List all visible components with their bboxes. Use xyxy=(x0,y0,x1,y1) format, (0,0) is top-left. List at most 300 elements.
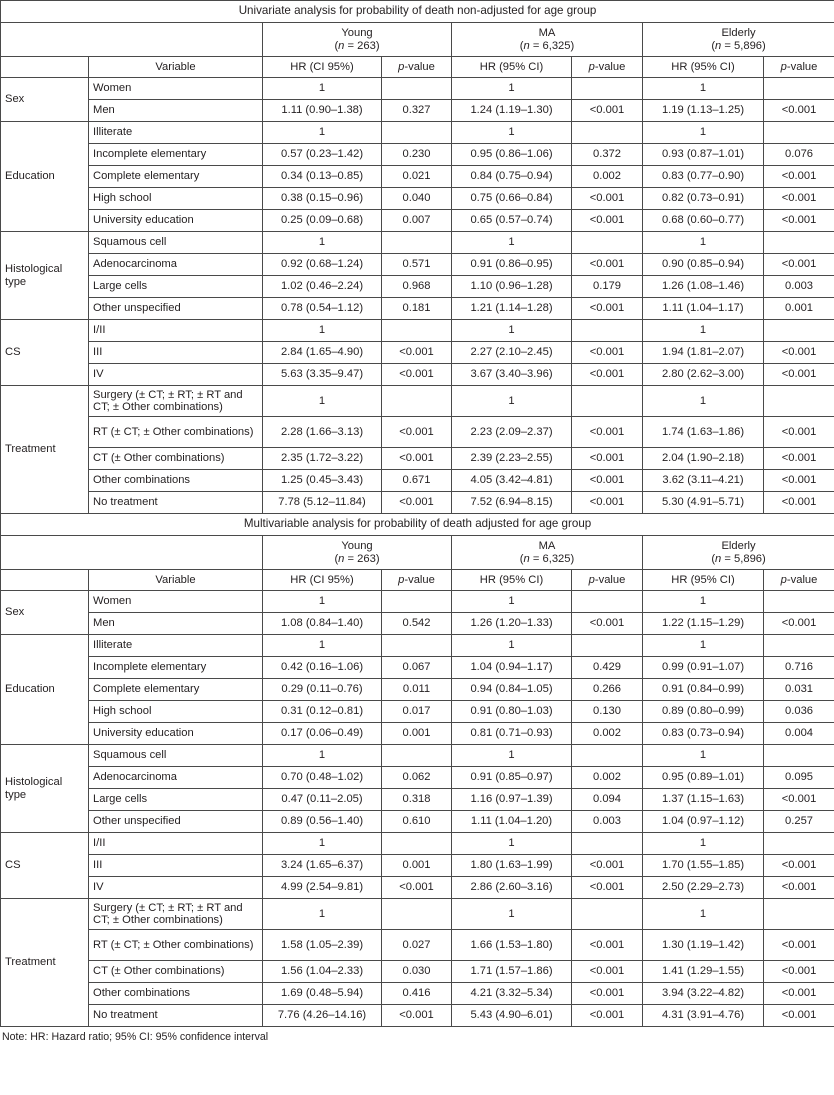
group-sample-size: (n = 263) xyxy=(334,552,380,565)
hr-cell: 1.04 (0.94–1.17) xyxy=(452,657,572,679)
hr-cell: 1.16 (0.97–1.39) xyxy=(452,789,572,811)
column-header-hr: HR (CI 95%) xyxy=(263,570,382,591)
p-value-cell: 0.968 xyxy=(382,276,452,298)
column-header-p-value: p-value xyxy=(572,570,643,591)
hr-cell: 0.91 (0.84–0.99) xyxy=(643,679,764,701)
p-value-cell: <0.001 xyxy=(572,342,643,364)
table-row xyxy=(1,210,834,232)
hr-cell: 1 xyxy=(452,833,572,855)
p-value-cell: 0.095 xyxy=(764,767,834,789)
p-value-cell xyxy=(764,386,834,417)
hr-cell: 7.78 (5.12–11.84) xyxy=(263,492,382,514)
p-value-cell: <0.001 xyxy=(764,100,834,122)
hr-cell: 1.08 (0.84–1.40) xyxy=(263,613,382,635)
p-value-cell xyxy=(572,386,643,417)
hr-cell: 1.02 (0.46–2.24) xyxy=(263,276,382,298)
p-value-cell: 0.001 xyxy=(382,855,452,877)
hr-cell: 0.34 (0.13–0.85) xyxy=(263,166,382,188)
p-value-cell: <0.001 xyxy=(764,613,834,635)
column-header-p-value: p-value xyxy=(764,57,834,78)
hr-cell: 0.90 (0.85–0.94) xyxy=(643,254,764,276)
hr-cell: 3.62 (3.11–4.21) xyxy=(643,470,764,492)
hr-cell: 0.65 (0.57–0.74) xyxy=(452,210,572,232)
column-header-hr: HR (CI 95%) xyxy=(263,57,382,78)
table-row xyxy=(1,767,834,789)
hr-cell: 0.83 (0.77–0.90) xyxy=(643,166,764,188)
p-value-cell: <0.001 xyxy=(572,188,643,210)
hr-cell: 2.84 (1.65–4.90) xyxy=(263,342,382,364)
category-label: Sex xyxy=(1,78,89,122)
group-header-row xyxy=(1,536,834,570)
variable-label: Men xyxy=(89,613,263,635)
variable-label: IV xyxy=(89,877,263,899)
hr-cell: 1 xyxy=(452,232,572,254)
variable-label: IV xyxy=(89,364,263,386)
table-row xyxy=(1,276,834,298)
variable-label: Illiterate xyxy=(89,635,263,657)
column-header-variable: Variable xyxy=(89,57,263,78)
hr-cell: 0.99 (0.91–1.07) xyxy=(643,657,764,679)
table-row xyxy=(1,745,834,767)
variable-label: III xyxy=(89,855,263,877)
p-value-cell xyxy=(572,232,643,254)
hr-cell: 1 xyxy=(643,833,764,855)
p-value-cell xyxy=(764,591,834,613)
p-value-cell: 0.416 xyxy=(382,983,452,1005)
hr-cell: 1 xyxy=(263,745,382,767)
table-row xyxy=(1,855,834,877)
group-name: Elderly xyxy=(721,27,756,39)
p-value-cell: <0.001 xyxy=(382,448,452,470)
p-value-cell xyxy=(764,78,834,100)
p-value-cell: 0.001 xyxy=(764,298,834,320)
hr-cell: 1.69 (0.48–5.94) xyxy=(263,983,382,1005)
variable-label: Complete elementary xyxy=(89,679,263,701)
hr-cell: 0.94 (0.84–1.05) xyxy=(452,679,572,701)
p-value-cell: <0.001 xyxy=(764,417,834,448)
hr-cell: 1.30 (1.19–1.42) xyxy=(643,930,764,961)
category-label: Education xyxy=(1,635,89,745)
p-value-cell: <0.001 xyxy=(572,930,643,961)
hr-cell: 1 xyxy=(643,232,764,254)
group-n-value: 6,325 xyxy=(542,39,571,52)
hr-cell: 1.26 (1.20–1.33) xyxy=(452,613,572,635)
hr-cell: 1 xyxy=(452,591,572,613)
column-header-p-value: p-value xyxy=(764,570,834,591)
group-name: MA xyxy=(538,27,556,39)
hr-cell: 1.71 (1.57–1.86) xyxy=(452,961,572,983)
hr-cell: 1 xyxy=(643,899,764,930)
p-value-cell xyxy=(572,635,643,657)
p-value-cell: <0.001 xyxy=(572,448,643,470)
p-value-cell: <0.001 xyxy=(764,855,834,877)
variable-label: Large cells xyxy=(89,276,263,298)
hr-cell: 3.24 (1.65–6.37) xyxy=(263,855,382,877)
table-row xyxy=(1,448,834,470)
hr-cell: 0.31 (0.12–0.81) xyxy=(263,701,382,723)
variable-label: University education xyxy=(89,210,263,232)
table-row xyxy=(1,492,834,514)
table-row xyxy=(1,470,834,492)
table-row xyxy=(1,961,834,983)
group-header-blank xyxy=(1,536,263,570)
p-value-cell: 0.372 xyxy=(572,144,643,166)
hr-cell: 2.27 (2.10–2.45) xyxy=(452,342,572,364)
group-name: MA xyxy=(538,540,556,552)
p-value-cell: <0.001 xyxy=(572,470,643,492)
p-value-cell xyxy=(572,320,643,342)
hr-cell: 1.25 (0.45–3.43) xyxy=(263,470,382,492)
table-row xyxy=(1,899,834,930)
hr-cell: 1.66 (1.53–1.80) xyxy=(452,930,572,961)
hr-cell: 1 xyxy=(263,386,382,417)
hr-cell: 1 xyxy=(643,320,764,342)
hr-cell: 0.81 (0.71–0.93) xyxy=(452,723,572,745)
hr-cell: 0.89 (0.56–1.40) xyxy=(263,811,382,833)
p-value-cell xyxy=(382,386,452,417)
hr-cell: 0.93 (0.87–1.01) xyxy=(643,144,764,166)
p-value-cell: <0.001 xyxy=(764,983,834,1005)
p-value-cell: <0.001 xyxy=(764,188,834,210)
hr-cell: 2.35 (1.72–3.22) xyxy=(263,448,382,470)
column-header-hr: HR (95% CI) xyxy=(643,57,764,78)
variable-label: Women xyxy=(89,591,263,613)
p-value-cell: <0.001 xyxy=(764,342,834,364)
variable-label: III xyxy=(89,342,263,364)
p-value-cell xyxy=(382,591,452,613)
table-row xyxy=(1,877,834,899)
p-value-cell xyxy=(572,833,643,855)
p-value-cell: <0.001 xyxy=(764,877,834,899)
table-row xyxy=(1,701,834,723)
p-value-cell: <0.001 xyxy=(572,210,643,232)
p-value-cell: 0.610 xyxy=(382,811,452,833)
hr-cell: 1 xyxy=(263,78,382,100)
p-value-cell xyxy=(382,122,452,144)
hr-cell: 1 xyxy=(263,232,382,254)
p-value-cell xyxy=(572,122,643,144)
hr-cell: 1.19 (1.13–1.25) xyxy=(643,100,764,122)
hr-cell: 1 xyxy=(263,635,382,657)
table-row xyxy=(1,122,834,144)
column-header-hr: HR (95% CI) xyxy=(452,57,572,78)
group-n-value: 6,325 xyxy=(542,552,571,565)
p-value-cell: <0.001 xyxy=(764,470,834,492)
hr-cell: 1 xyxy=(643,122,764,144)
hr-cell: 0.91 (0.85–0.97) xyxy=(452,767,572,789)
p-value-cell xyxy=(382,899,452,930)
hr-cell: 2.50 (2.29–2.73) xyxy=(643,877,764,899)
variable-label: RT (± CT; ± Other combinations) xyxy=(89,417,263,448)
variable-label: Surgery (± CT; ± RT; ± RT and CT; ± Other combinations) xyxy=(89,899,263,930)
p-value-cell: 0.004 xyxy=(764,723,834,745)
hr-cell: 1.04 (0.97–1.12) xyxy=(643,811,764,833)
category-label: CS xyxy=(1,833,89,899)
variable-label: Complete elementary xyxy=(89,166,263,188)
table-row xyxy=(1,342,834,364)
hr-cell: 1.41 (1.29–1.55) xyxy=(643,961,764,983)
table-row xyxy=(1,1005,834,1027)
hr-cell: 1.37 (1.15–1.63) xyxy=(643,789,764,811)
p-value-cell: 0.429 xyxy=(572,657,643,679)
hr-cell: 1 xyxy=(643,386,764,417)
variable-label: Large cells xyxy=(89,789,263,811)
category-label: Histological type xyxy=(1,232,89,320)
hr-cell: 1 xyxy=(452,78,572,100)
group-name: Young xyxy=(341,27,373,39)
hr-cell: 1 xyxy=(643,745,764,767)
group-sample-size: (n = 263) xyxy=(334,39,380,52)
hr-cell: 0.83 (0.73–0.94) xyxy=(643,723,764,745)
section-title-row xyxy=(1,1,834,23)
hr-cell: 2.80 (2.62–3.00) xyxy=(643,364,764,386)
table-row xyxy=(1,983,834,1005)
hr-cell: 1.11 (1.04–1.20) xyxy=(452,811,572,833)
p-value-cell: 0.007 xyxy=(382,210,452,232)
group-name: Young xyxy=(341,540,373,552)
hr-cell: 0.25 (0.09–0.68) xyxy=(263,210,382,232)
group-header-young xyxy=(263,536,452,570)
hr-cell: 0.91 (0.80–1.03) xyxy=(452,701,572,723)
p-value-cell: 0.003 xyxy=(764,276,834,298)
p-value-cell: 0.002 xyxy=(572,166,643,188)
p-value-cell xyxy=(572,745,643,767)
p-value-cell: 0.031 xyxy=(764,679,834,701)
variable-label: Adenocarcinoma xyxy=(89,254,263,276)
p-value-cell: 0.062 xyxy=(382,767,452,789)
table-row xyxy=(1,144,834,166)
column-header-variable: Variable xyxy=(89,570,263,591)
section-title-row xyxy=(1,514,834,536)
p-value-cell: <0.001 xyxy=(764,166,834,188)
p-value-cell: 0.094 xyxy=(572,789,643,811)
group-header-elderly xyxy=(643,23,834,57)
hr-cell: 1.94 (1.81–2.07) xyxy=(643,342,764,364)
p-value-cell: <0.001 xyxy=(764,364,834,386)
p-value-cell: <0.001 xyxy=(572,961,643,983)
p-value-cell xyxy=(382,635,452,657)
column-header-hr: HR (95% CI) xyxy=(643,570,764,591)
p-value-cell: 0.076 xyxy=(764,144,834,166)
p-value-cell: <0.001 xyxy=(572,364,643,386)
p-value-cell: <0.001 xyxy=(572,417,643,448)
hr-cell: 5.63 (3.35–9.47) xyxy=(263,364,382,386)
hr-cell: 4.21 (3.32–5.34) xyxy=(452,983,572,1005)
group-sample-size: (n = 5,896) xyxy=(711,39,766,52)
p-value-cell: <0.001 xyxy=(382,1005,452,1027)
hr-cell: 0.47 (0.11–2.05) xyxy=(263,789,382,811)
hr-cell: 1 xyxy=(263,320,382,342)
p-value-cell: <0.001 xyxy=(572,254,643,276)
hr-cell: 1.80 (1.63–1.99) xyxy=(452,855,572,877)
hr-cell: 5.30 (4.91–5.71) xyxy=(643,492,764,514)
hr-cell: 0.75 (0.66–0.84) xyxy=(452,188,572,210)
p-value-cell: <0.001 xyxy=(572,298,643,320)
hr-cell: 0.82 (0.73–0.91) xyxy=(643,188,764,210)
hr-cell: 1 xyxy=(643,635,764,657)
p-value-cell: 0.130 xyxy=(572,701,643,723)
hr-cell: 1 xyxy=(263,591,382,613)
category-label: Sex xyxy=(1,591,89,635)
column-header-blank xyxy=(1,570,89,591)
category-label: Treatment xyxy=(1,899,89,1027)
hr-cell: 1.21 (1.14–1.28) xyxy=(452,298,572,320)
p-value-cell: 0.257 xyxy=(764,811,834,833)
hr-cell: 0.84 (0.75–0.94) xyxy=(452,166,572,188)
variable-label: High school xyxy=(89,701,263,723)
p-value-cell xyxy=(764,745,834,767)
variable-label: CT (± Other combinations) xyxy=(89,448,263,470)
hr-cell: 0.42 (0.16–1.06) xyxy=(263,657,382,679)
hr-cell: 1 xyxy=(452,635,572,657)
hr-cell: 2.28 (1.66–3.13) xyxy=(263,417,382,448)
hr-cell: 2.39 (2.23–2.55) xyxy=(452,448,572,470)
table-row xyxy=(1,789,834,811)
variable-label: Women xyxy=(89,78,263,100)
hr-cell: 3.94 (3.22–4.82) xyxy=(643,983,764,1005)
table-row xyxy=(1,811,834,833)
hr-cell: 4.99 (2.54–9.81) xyxy=(263,877,382,899)
p-value-cell: 0.036 xyxy=(764,701,834,723)
variable-label: Other unspecified xyxy=(89,298,263,320)
group-name: Elderly xyxy=(721,540,756,552)
p-value-cell: 0.230 xyxy=(382,144,452,166)
p-value-cell: <0.001 xyxy=(764,1005,834,1027)
group-header-ma xyxy=(452,536,643,570)
table-row xyxy=(1,723,834,745)
group-n-value: 263 xyxy=(357,39,376,52)
column-header-row xyxy=(1,57,834,78)
variable-label: CT (± Other combinations) xyxy=(89,961,263,983)
p-value-cell xyxy=(764,833,834,855)
p-value-cell: <0.001 xyxy=(572,855,643,877)
variable-label: I/II xyxy=(89,833,263,855)
group-header-young xyxy=(263,23,452,57)
p-value-cell: <0.001 xyxy=(764,448,834,470)
p-value-cell: 0.021 xyxy=(382,166,452,188)
variable-label: Surgery (± CT; ± RT; ± RT and CT; ± Other combinations) xyxy=(89,386,263,417)
p-value-cell: <0.001 xyxy=(572,983,643,1005)
group-sample-size: (n = 6,325) xyxy=(519,552,575,565)
p-value-cell: 0.266 xyxy=(572,679,643,701)
p-value-cell xyxy=(764,635,834,657)
p-value-cell: <0.001 xyxy=(764,789,834,811)
variable-label: Adenocarcinoma xyxy=(89,767,263,789)
table-row xyxy=(1,188,834,210)
p-value-cell: <0.001 xyxy=(572,100,643,122)
p-value-cell xyxy=(764,320,834,342)
p-value-cell: <0.001 xyxy=(764,210,834,232)
table-note: Note: HR: Hazard ratio; 95% CI: 95% confidence interval xyxy=(2,1031,269,1043)
p-value-cell: 0.017 xyxy=(382,701,452,723)
column-header-p-value: p-value xyxy=(382,57,452,78)
p-value-cell: <0.001 xyxy=(382,364,452,386)
category-label: Treatment xyxy=(1,386,89,514)
variable-label: Incomplete elementary xyxy=(89,144,263,166)
p-value-cell: 0.002 xyxy=(572,723,643,745)
table-row xyxy=(1,78,834,100)
hr-cell: 2.23 (2.09–2.37) xyxy=(452,417,572,448)
p-value-cell: <0.001 xyxy=(572,1005,643,1027)
hr-cell: 1 xyxy=(263,833,382,855)
hr-cell: 0.95 (0.89–1.01) xyxy=(643,767,764,789)
category-label: CS xyxy=(1,320,89,386)
group-sample-size: (n = 5,896) xyxy=(711,552,766,565)
variable-label: I/II xyxy=(89,320,263,342)
hr-cell: 0.89 (0.80–0.99) xyxy=(643,701,764,723)
p-value-cell xyxy=(764,122,834,144)
group-header-ma xyxy=(452,23,643,57)
hr-cell: 7.76 (4.26–14.16) xyxy=(263,1005,382,1027)
table-row xyxy=(1,100,834,122)
variable-label: Other combinations xyxy=(89,470,263,492)
p-value-cell: 0.327 xyxy=(382,100,452,122)
group-n-value: 5,896 xyxy=(734,39,763,52)
hr-cell: 1 xyxy=(263,122,382,144)
p-value-cell xyxy=(572,591,643,613)
p-value-cell: <0.001 xyxy=(764,930,834,961)
variable-label: No treatment xyxy=(89,492,263,514)
hr-cell: 1 xyxy=(643,78,764,100)
p-value-cell: 0.011 xyxy=(382,679,452,701)
p-value-cell xyxy=(572,899,643,930)
table-row xyxy=(1,657,834,679)
column-header-p-value: p-value xyxy=(572,57,643,78)
table-row xyxy=(1,298,834,320)
table-row xyxy=(1,930,834,961)
variable-label: No treatment xyxy=(89,1005,263,1027)
hr-cell: 2.04 (1.90–2.18) xyxy=(643,448,764,470)
hr-cell: 0.29 (0.11–0.76) xyxy=(263,679,382,701)
table-row xyxy=(1,364,834,386)
hr-cell: 2.86 (2.60–3.16) xyxy=(452,877,572,899)
category-label: Education xyxy=(1,122,89,232)
group-n-value: 5,896 xyxy=(734,552,763,565)
hr-cell: 1 xyxy=(452,386,572,417)
p-value-cell: 0.716 xyxy=(764,657,834,679)
hr-cell: 0.38 (0.15–0.96) xyxy=(263,188,382,210)
group-sample-size: (n = 6,325) xyxy=(519,39,575,52)
hr-cell: 4.05 (3.42–4.81) xyxy=(452,470,572,492)
p-value-cell: 0.027 xyxy=(382,930,452,961)
variable-label: Other unspecified xyxy=(89,811,263,833)
column-header-blank xyxy=(1,57,89,78)
hr-cell: 5.43 (4.90–6.01) xyxy=(452,1005,572,1027)
hr-cell: 3.67 (3.40–3.96) xyxy=(452,364,572,386)
p-value-cell: <0.001 xyxy=(764,254,834,276)
p-value-cell: 0.318 xyxy=(382,789,452,811)
table-row xyxy=(1,254,834,276)
table-row xyxy=(1,166,834,188)
p-value-cell: <0.001 xyxy=(764,492,834,514)
table-row xyxy=(1,417,834,448)
hr-cell: 0.95 (0.86–1.06) xyxy=(452,144,572,166)
hr-cell: 1.22 (1.15–1.29) xyxy=(643,613,764,635)
hr-cell: 1.24 (1.19–1.30) xyxy=(452,100,572,122)
table-row xyxy=(1,679,834,701)
p-value-cell: <0.001 xyxy=(572,877,643,899)
category-label: Histological type xyxy=(1,745,89,833)
p-value-cell: <0.001 xyxy=(572,613,643,635)
hr-cell: 1.56 (1.04–2.33) xyxy=(263,961,382,983)
p-value-cell: 0.001 xyxy=(382,723,452,745)
hr-cell: 0.78 (0.54–1.12) xyxy=(263,298,382,320)
variable-label: Squamous cell xyxy=(89,232,263,254)
p-value-cell: 0.030 xyxy=(382,961,452,983)
variable-label: Other combinations xyxy=(89,983,263,1005)
hr-cell: 1 xyxy=(263,899,382,930)
section-title: Univariate analysis for probability of death non-adjusted for age group xyxy=(1,1,834,23)
